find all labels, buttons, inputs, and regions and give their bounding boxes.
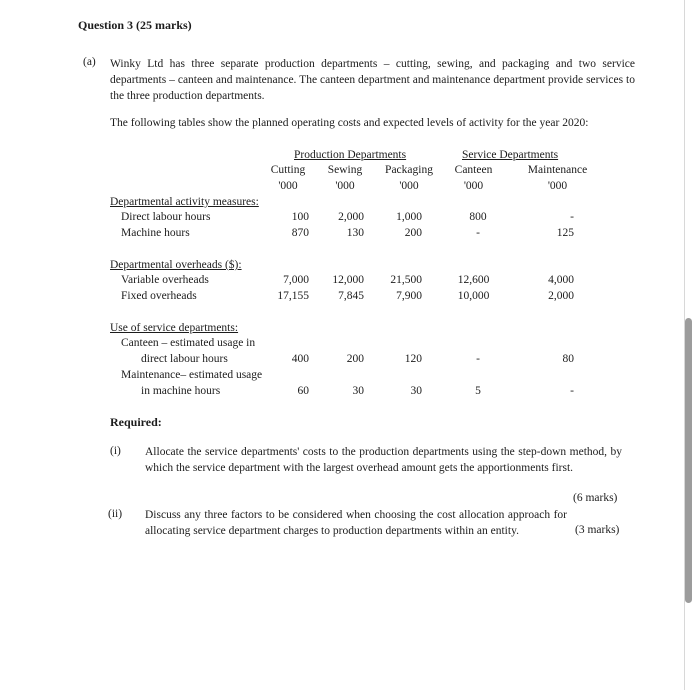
cell: 4,000: [548, 274, 574, 286]
cell: 130: [346, 227, 364, 239]
cell: -: [570, 211, 574, 223]
cell: 7,845: [338, 290, 364, 302]
required-item-i-text: Allocate the service departments' costs to the production departments using the step-down method, by which the service department with the largest overhead amount gets the apportionments first.: [145, 446, 622, 474]
col-header-sewing: Sewing: [327, 164, 363, 176]
cell: 21,500: [390, 274, 422, 286]
overheads-heading: Departmental overheads ($):: [110, 259, 242, 271]
question-title: Question 3 (25 marks): [78, 18, 192, 32]
item-label-i: (i): [110, 445, 121, 457]
cell: 7,000: [283, 274, 309, 286]
row-label-canteen-usage: Canteen – estimated usage in: [121, 337, 256, 349]
cell: 200: [346, 353, 364, 365]
row-label-fixed-overheads: Fixed overheads: [121, 290, 197, 302]
cell: 2,000: [548, 290, 574, 302]
required-item-i-marks: (6 marks): [573, 492, 618, 504]
row-label-direct-labour: Direct labour hours: [121, 211, 211, 223]
cell: 870: [291, 227, 309, 239]
cell: 10,000: [457, 290, 490, 302]
cell: 30: [352, 385, 364, 397]
cell: 400: [291, 353, 309, 365]
col-header-packaging: Packaging: [385, 164, 433, 176]
cell: 17,155: [277, 290, 309, 302]
row-label-variable-overheads: Variable overheads: [121, 274, 209, 286]
service-departments-header: Service Departments: [462, 149, 559, 161]
usage-heading: Use of service departments:: [110, 322, 239, 334]
cell: 12,600: [457, 274, 490, 286]
unit-maintenance: '000: [547, 180, 568, 192]
row-label-maintenance-usage-cont: in machine hours: [141, 385, 221, 397]
cell: 120: [404, 353, 422, 365]
activity-heading: Departmental activity measures:: [110, 196, 259, 208]
cell: 60: [297, 385, 309, 397]
cell: -: [476, 227, 480, 239]
col-header-cutting: Cutting: [270, 164, 306, 176]
required-item-ii-text: Discuss any three factors to be considered when choosing the cost allocation approach for allocating service department charges to production departments within an entity.: [145, 509, 567, 537]
intro-paragraph: Winky Ltd has three separate production departments – cutting, sewing, and packaging and two service departments – canteen and maintenance. The canteen department and maintenance department provide services to the three production departments.: [110, 58, 635, 102]
cell: 200: [404, 227, 422, 239]
cell: 1,000: [396, 211, 422, 223]
cell: -: [476, 353, 480, 365]
cell: 7,900: [396, 290, 422, 302]
cell: 5: [475, 385, 481, 397]
item-label-ii: (ii): [108, 508, 123, 520]
cell: 100: [291, 211, 309, 223]
vertical-scrollbar[interactable]: [685, 318, 692, 603]
production-departments-header: Production Departments: [294, 149, 407, 161]
unit-packaging: '000: [399, 180, 419, 192]
row-label-maintenance-usage: Maintenance– estimated usage: [121, 369, 263, 381]
cell: 12,000: [332, 274, 364, 286]
unit-canteen: '000: [463, 180, 484, 192]
tables-intro: The following tables show the planned operating costs and expected levels of activity for the year 2020:: [110, 117, 589, 129]
cell: 2,000: [338, 211, 364, 223]
cell: 30: [410, 385, 422, 397]
required-heading: Required:: [110, 415, 162, 429]
row-label-machine-hours: Machine hours: [121, 227, 190, 239]
cell: 800: [469, 211, 487, 223]
cell: 80: [562, 353, 574, 365]
unit-cutting: '000: [278, 180, 298, 192]
col-header-maintenance: Maintenance: [527, 164, 588, 176]
cell: -: [570, 385, 574, 397]
required-item-ii-marks: (3 marks): [575, 524, 620, 536]
unit-sewing: '000: [335, 180, 355, 192]
col-header-canteen: Canteen: [454, 164, 493, 176]
row-label-canteen-usage-cont: direct labour hours: [141, 353, 228, 365]
part-label: (a): [83, 56, 96, 68]
cell: 125: [556, 227, 574, 239]
